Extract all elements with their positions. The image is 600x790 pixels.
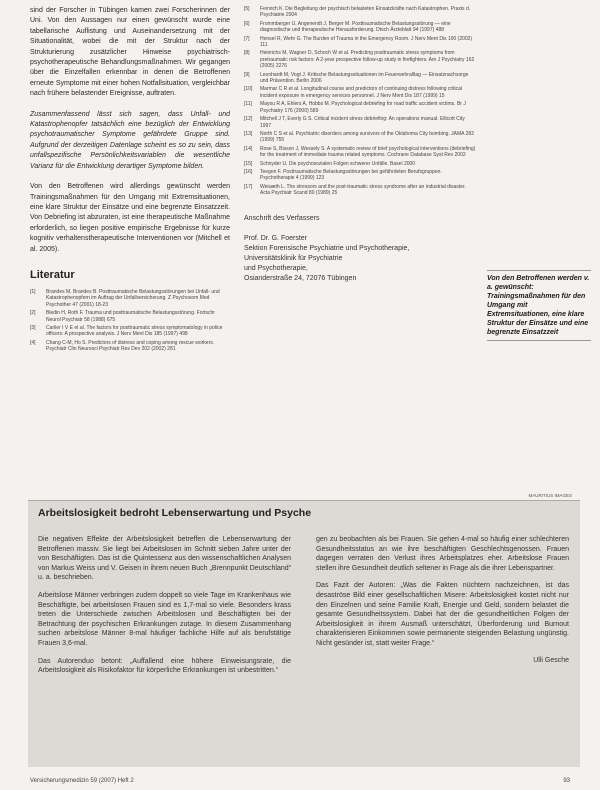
address-line: Sektion Forensische Psychiatrie und Psychotherapie, (244, 244, 410, 252)
body-paragraph: sind der Forscher in Tübingen kamen zwei Forscherinnen der Uni. Von den Aussagen nur einen gewünscht wurde eine tabellarische Auflistung und Auseinandersetzung mit der Situationalität, wobei die mit der Struktur nach der Strukturierung zusätzlicher Hinweise psychiatrisch-psychotherapeutische Behandlungsmaßnahmen. Wir gegangen über die Einzelfallen erkennbar in denen die Betroffenen erneute Symptome mit einer hohen Notfallsituation, vergleichbar nach frühere belastender Ereignisse, auftraten. (30, 7, 230, 98)
body-paragraph: Zusammenfassend lässt sich sagen, dass Unfall- und Katastrophenopfer tatsächlich eine bezüglich der Entwicklung psychotraumatischer Symptome gefährdete Gruppe sind. Aufgrund der derzeitigen Datenlage scheint es so zu sein, dass unfallspezifische Persönlichkeitsvariablen die wesentliche Varianz für die Entwicklung derartiger Symptome bilden. (30, 110, 230, 170)
reference-number: [3] (30, 324, 36, 331)
reference-item (244, 184, 476, 197)
box-column-right (316, 535, 569, 664)
reference-number: [12] (244, 116, 253, 123)
reference-text: Hensel R, Wehr G. The Burden of Trauma in the Emergency Room. J Nerv Ment Dis 190 (2002) 111 (260, 35, 473, 49)
journal-citation: Versicherungsmedizin 59 (2007) Heft 2 (30, 778, 134, 784)
address-label: Anschrift des Verfassers (244, 214, 320, 222)
reference-text: Marmar C R et al. Longitudinal course and predictors of continuing distress following critical incident exposure in emergency services personnel. J Nerv Ment Dis 187 (1999) 15 (260, 86, 463, 99)
author-address (244, 234, 476, 285)
news-box (28, 500, 580, 767)
reference-text: Bledin H, Roth F. Trauma und posttraumatische Belastungsstörung. Fortschr Neurol Psychiatr 58 (1988) 675 (46, 310, 215, 323)
box-column-left (38, 535, 291, 684)
reference-text: North C S et al. Psychiatric disorders among survivors of the Oklahoma City bombing. JAMA 282 (1999) 755 (260, 130, 474, 144)
reference-item (30, 340, 230, 353)
reference-list-left (30, 289, 230, 353)
box-paragraph: Die negativen Effekte der Arbeitslosigkeit betreffen die Lebenserwartung der Betroffenen massiv. Sie liegt bei Arbeitslosen im Schnitt sieben Jahre unter der von Beschäftigten. Das ist die Quintessenz aus den wissenschaftlichen Analysen von Markus Weiss und V. Geisen in ihrem neuen Buch „Brennpunkt Deutschland“ u. a. beschrieben. (38, 536, 291, 582)
reference-text: Feinrich K. Die Begleitung der psychisch belasteten Einsatzkräfte nach Katastrophen. Praxis d. Psychiatrie 2004 (260, 6, 471, 19)
reference-number: [11] (244, 101, 252, 108)
reference-text: Mitchell J T, Everly G S. Critical incident stress debriefing: An operations manual. Ellicott City 1997 (260, 116, 465, 129)
reference-number: [15] (244, 160, 253, 167)
reference-item (244, 116, 476, 129)
page-number: 93 (563, 778, 570, 784)
reference-number: [1] (30, 288, 36, 295)
reference-text: Leonhardt M, Vogt J. Kritische Belastungssituationen im Feuerwehralltag — Einsatznachsorge und Prävention. Berlin 2006 (260, 71, 469, 85)
reference-number: [10] (244, 86, 253, 93)
reference-list-right (244, 6, 476, 197)
left-column (30, 6, 230, 355)
address-line: Osianderstraße 24, 72076 Tübingen (244, 275, 357, 283)
reference-number: [5] (244, 6, 250, 12)
image-credit: MAURITIUS IMAGES (528, 493, 572, 498)
box-signature: Ulli Gesche (533, 656, 569, 664)
reference-number: [6] (244, 20, 250, 27)
reference-item (244, 169, 476, 182)
reference-item (244, 86, 476, 99)
box-paragraph: Arbeitslose Männer verbringen zudem doppelt so viele Tage im Krankenhaus wie Beschäftigte, bei arbeitslosen Frauen sind es 1,7-mal so viele. Besonders krass treten die Unterschiede zwischen Arbeitslosen und Beschäftigten bei der Betrachtung der psychischen Erkrankungen zutage. In diesem Zusammenhang suchen arbeitslose Männer 8-mal häufiger fachliche Hilfe auf als berufstätige Frauen 3,6-mal. (38, 591, 291, 647)
middle-column (244, 6, 476, 285)
box-paragraph: Das Fazit der Autoren: „Was die Fakten nüchtern nachzeichnen, ist das desaströse Bild einer gesellschaftlichen Misere: Arbeitslosigkeit kostet nicht nur den Einzelnen und seine Familie Kraft, Energie und Geld, sondern belastet die gesamte Gesundheitssystem. Dabei hat der die gesundheitlichen Folgen der Arbeitslosigkeit in ihrem Ausmaß unterschätzt, Überforderung und Burnout charakterisieren Einkommen sowie permanente steigenden Belastung ungünstig. Nicht gesünder ist, statt weiter Frage.“ (316, 582, 569, 647)
reference-number: [17] (244, 183, 253, 190)
reference-text: Chang C-M, Ho S. Predictors of distress and coping among rescue workers. Psychiatr Clin Neurosci Psychiatr Res Dev 202 (2002) 281 (46, 339, 215, 353)
reference-item (30, 325, 230, 338)
reference-number: [14] (244, 145, 253, 152)
reference-text: Rose S, Bisson J, Wessely S. A systematic review of brief psychological interventions (debriefing) for the treatment of immediate trauma related symptoms. Cochrane Database Syst Rev 2002 (260, 145, 476, 159)
reference-text: Teegen F. Posttraumatische Belastungsstörungen bei gefährdeten Berufsgruppen. Psychotherapie 4 (1999) 123 (260, 168, 442, 182)
reference-item (244, 101, 476, 114)
reference-text: Frommberger U, Angenendt J, Berger M. Posttraumatische Belastungsstörung — eine diagnostische und therapeutische Herausforderung. Dtsch Ärzteblatt 94 (1997) 488 (260, 20, 451, 34)
box-paragraph: gen zu beobachten als bei Frauen. Sie gehen 4-mal so häufig einer schlechteren Gesundheitsstatus an wie ihre beschäftigten Geschlechtsgenossen. Frauen dagegen verraten den Verlust ihres Arbeitsplatzes eher. Arbeitslose Frauen stellen ihre Gesundheit deutlich seltener in Frage als die ihrer Lebenspartner. (316, 536, 569, 572)
reference-number: [4] (30, 339, 36, 346)
reference-text: Weisæth L. The stressors and the post-traumatic stress syndrome after an industrial disaster. Acta Psychiatr Scand 80 (1989) 25 (260, 183, 466, 197)
reference-item (30, 310, 230, 323)
address-line: Universitätsklinik für Psychiatrie (244, 254, 343, 262)
reference-text: Brandes M, Brandes B. Posttraumatische Belastungsstörungen bei Unfall- und Katastrophenopfern im Auftrag der Unfallversicherung. Z Psychosom Med Psychother 47 (2001) 18-23 (46, 288, 220, 308)
reference-text: Schnyder U. Die psychosozialen Folgen schwerer Unfälle. Basel 2000 (260, 160, 416, 167)
pull-quote: Von den Betroffenen werden v. a. gewünscht: Trainingsmaßnahmen für den Umgang mit Extremsituationen, eine klare Struktur der Einsätze und eine begrenzte Einsatzzeit (487, 270, 591, 341)
reference-item (244, 161, 476, 167)
reference-item (244, 36, 476, 49)
reference-item (244, 146, 476, 159)
reference-number: [2] (30, 310, 36, 317)
address-line: und Psychotherapie, (244, 265, 308, 273)
box-title: Arbeitslosigkeit bedroht Lebenserwartung und Psyche (38, 507, 312, 519)
reference-number: [13] (244, 130, 253, 137)
reference-text: Heinrichs M, Wagner D, Schoch W et al. Predicting posttraumatic stress symptoms from pretraumatic risk factors: A 2-year prospective follow-up study in firefighters. Am J Psychiatry 162 (2005) 2276 (260, 50, 475, 70)
reference-number: [7] (244, 35, 250, 42)
reference-item (244, 50, 476, 69)
reference-number: [8] (244, 50, 250, 57)
reference-item (244, 21, 476, 34)
address-line: Prof. Dr. G. Foerster (244, 234, 308, 242)
reference-text: Mayou R A, Ehlers A, Hobbs M. Psychological debriefing for road traffic accident victims. Br J Psychiatry 176 (2000) 589 (260, 101, 466, 114)
box-paragraph: Das Autorenduo betont: „Auffallend eine höhere Einweisungsrate, die Arbeitslosigkeit als Risikofaktor für körperliche Erkrankungen ist unbestritten.“ (38, 657, 291, 675)
reference-text: Carlier I V E et al. The factors for posttraumatic stress symptomatology in police officers: A prospective analysis. J Nerv Ment Dis 185 (1997) 498 (46, 324, 223, 338)
reference-item (244, 72, 476, 85)
literatur-heading: Literatur (30, 268, 75, 281)
reference-number: [16] (244, 168, 253, 175)
reference-item (30, 289, 230, 308)
reference-item (244, 6, 476, 19)
reference-item (244, 131, 476, 144)
page-footer (30, 778, 570, 784)
body-paragraph: Von den Betroffenen wird allerdings gewünscht werden Trainingsmaßnahmen für den Umgang mit Extremsituationen, eine klare Struktur der Einsätze und eine begrenzte Einsatzzeit. Von Debriefing ist abzuraten, ist eine therapeutische Maßnahme erforderlich, so liegen positive empirische Ergebnisse für kurze kognitiv verhaltenstherapeutische Interventionen vor (Mitchell et al. 2005). (30, 183, 230, 253)
reference-number: [9] (244, 71, 250, 78)
